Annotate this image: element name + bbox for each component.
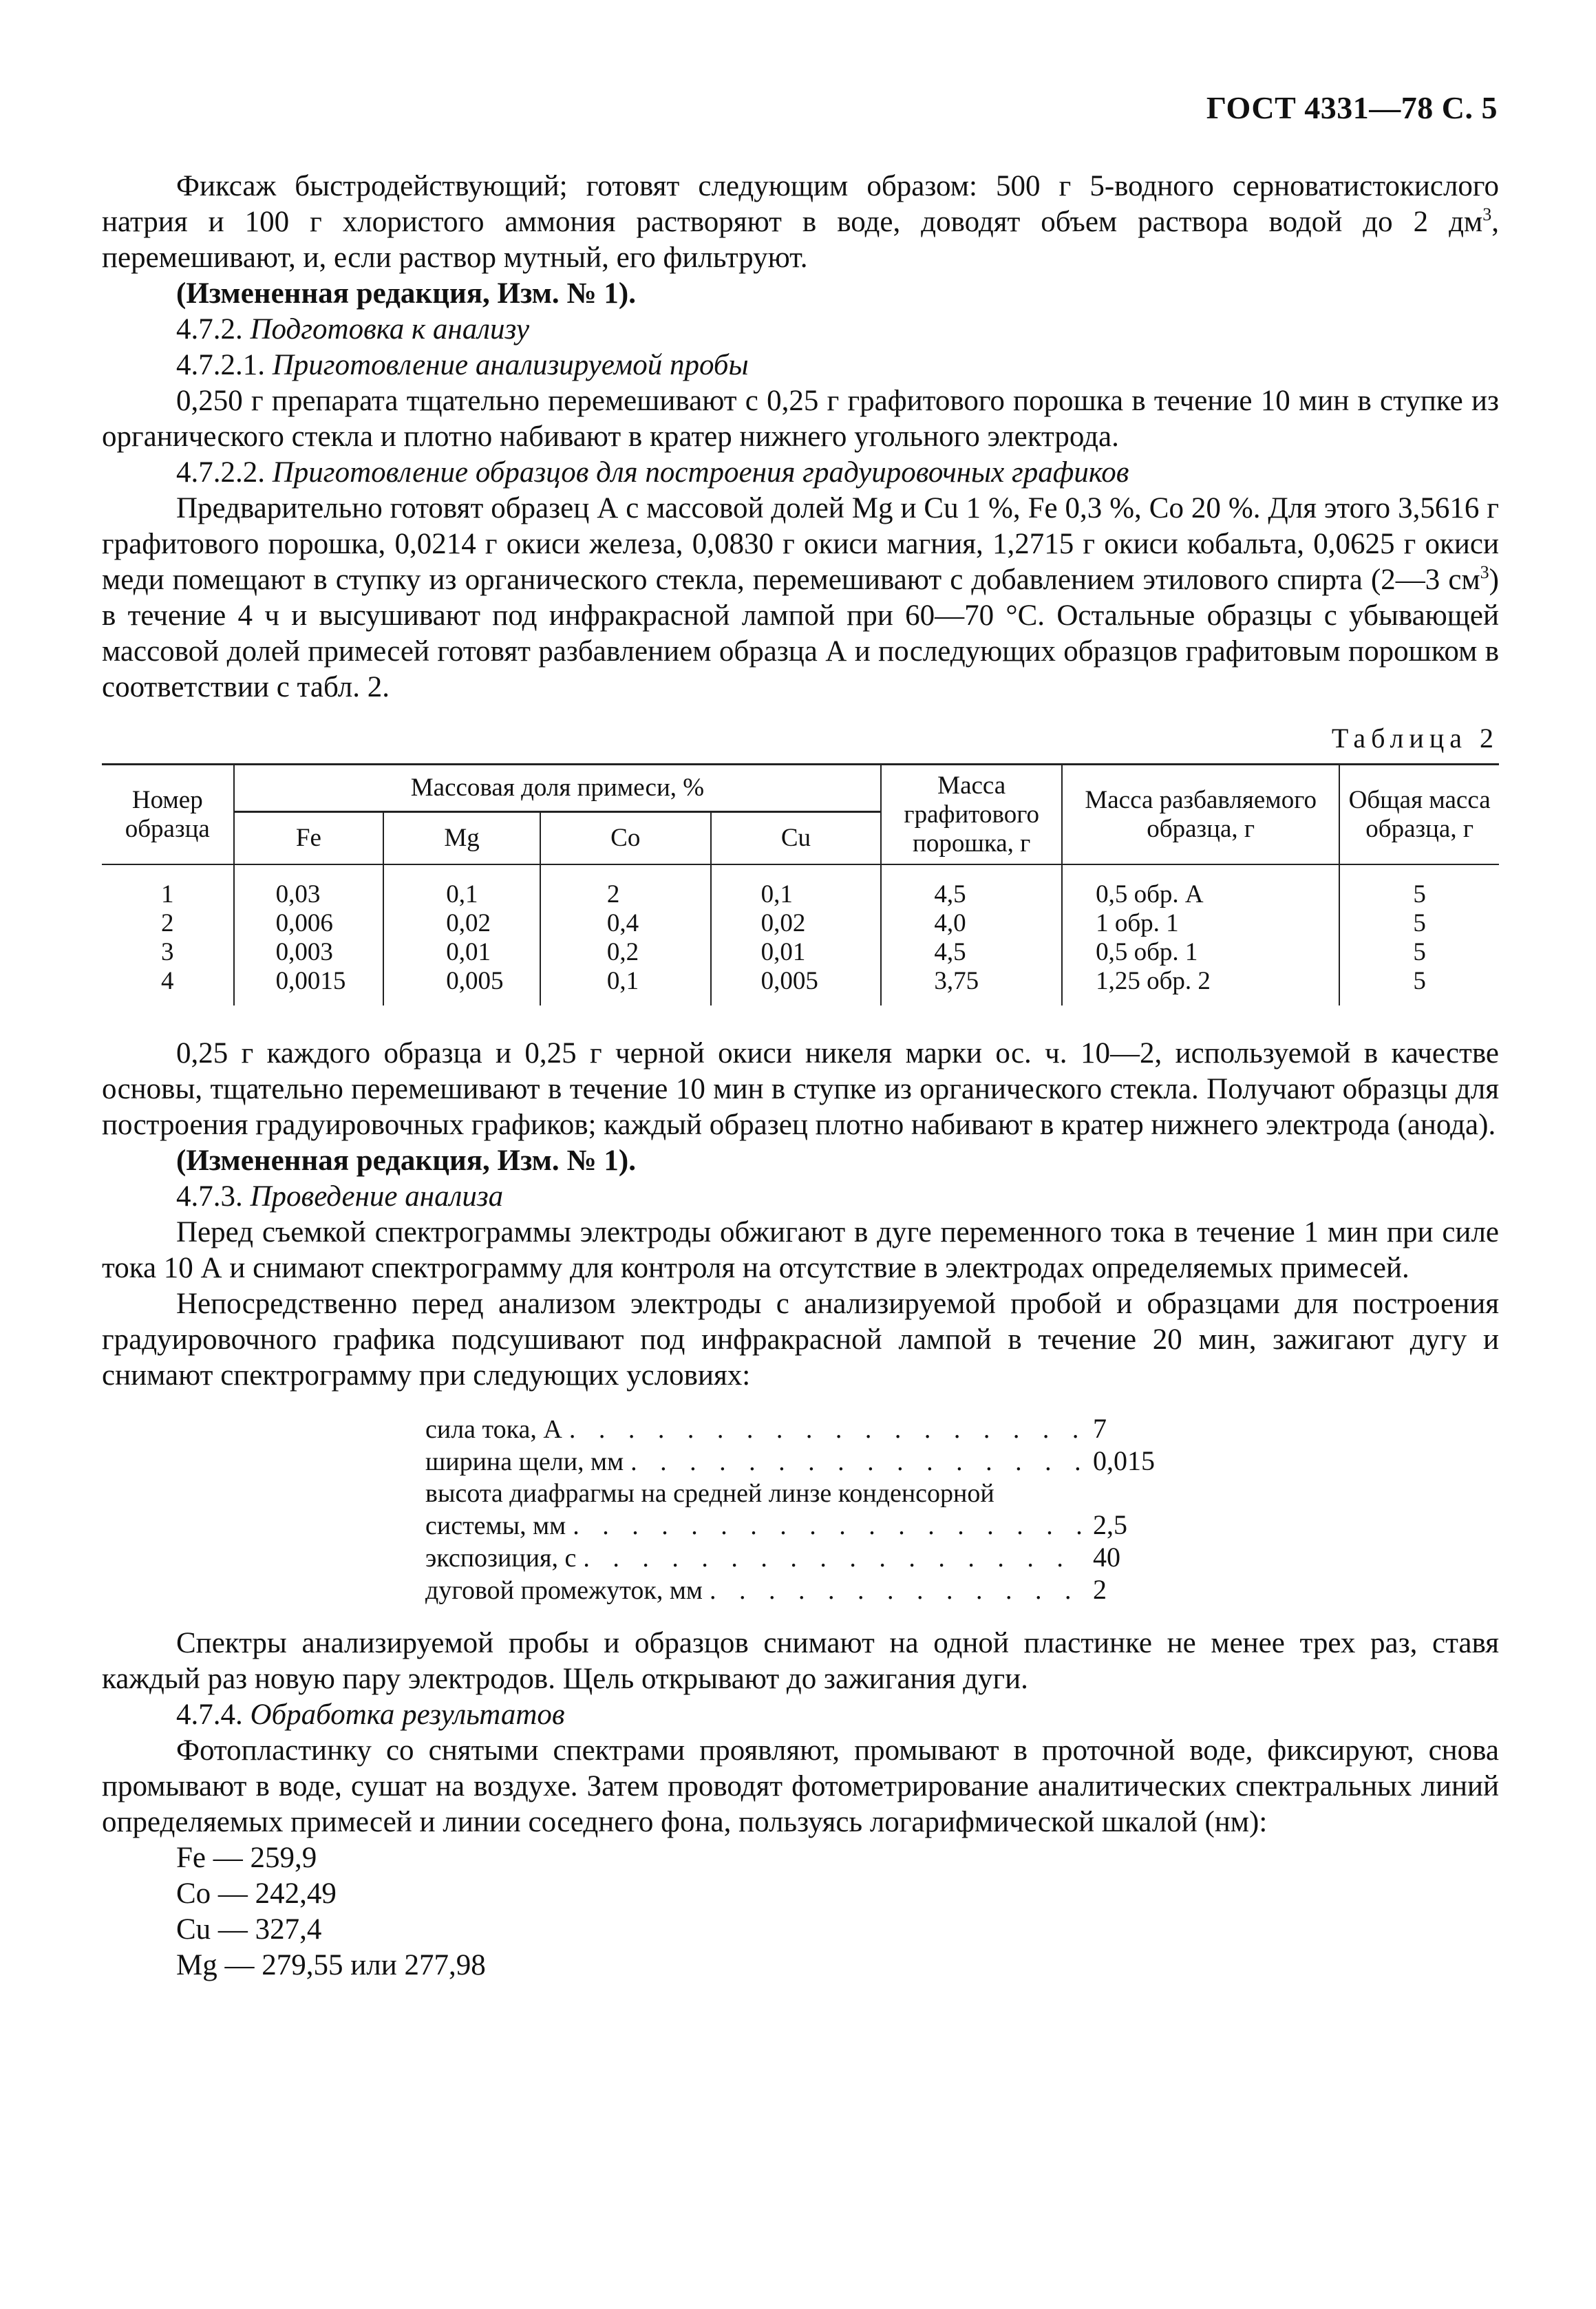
header-sample-number: Номер образца — [102, 765, 234, 865]
condition-diaphragm-height: высота диафрагмы на средней линзе конденсорной — [425, 1479, 994, 1508]
table-cell: 0,003 — [234, 938, 384, 967]
table-cell: 0,4 — [540, 909, 711, 938]
table-cell: 0,01 — [711, 938, 882, 967]
table-cell: 5 — [1339, 864, 1499, 909]
table-row — [102, 967, 1499, 1005]
table-cell: 1 обр. 1 — [1062, 909, 1339, 938]
table-cell: 0,2 — [540, 938, 711, 967]
table-cell: 4,5 — [881, 938, 1062, 967]
table-cell: 3 — [161, 938, 174, 966]
header-mass-share: Массовая доля примеси, % — [234, 765, 882, 812]
table-cell: 0,01 — [383, 938, 540, 967]
table-cell: 0,5 обр. 1 — [1062, 938, 1339, 967]
paragraph-fixer: Фиксаж быстродействующий; готовят следующим образом: 500 г 5-водного серноватистокислого натрия и 100 г хлористого аммония растворяют в воде, доводят объем раствора водой до 2 $дм^3$, перемешивают, и, если раствор мутный, его фильтруют. — [102, 170, 1499, 274]
table-cell: 3,75 — [881, 967, 1062, 1005]
header-diluted-mass: Масса разбавляемого образца, г — [1062, 765, 1339, 865]
table-cell: 4,5 — [881, 864, 1062, 909]
section-4-7-2-1: 4.7.2.1. Приготовление анализируемой пробы — [176, 349, 749, 381]
spectral-line: Mg — 279,55 или 277,98 — [176, 1949, 486, 1981]
amendment-note: (Измененная редакция, Изм. № 1). — [176, 277, 636, 310]
paragraph-mixing: 0,25 г каждого образца и 0,25 г черной окиси никеля марки ос. ч. 10—2, используемой в качестве основы, тщательно перемешивают в течение 10 мин в ступке из органического стекла. Получают образцы для построения градуировочных графиков; каждый образец плотно набивают в кратер нижнего электрода (анода). — [102, 1037, 1499, 1141]
table-cell: 5 — [1339, 909, 1499, 938]
table-cell: 2 — [540, 864, 711, 909]
table-cell: 0,02 — [383, 909, 540, 938]
table-cell: 0,0015 — [234, 967, 384, 1005]
table-cell: 0,005 — [711, 967, 882, 1005]
section-4-7-2-2: 4.7.2.2. Приготовление образцов для построения градуировочных графиков — [176, 456, 1129, 489]
header-graphite-mass: Масса графитового порошка, г — [881, 765, 1062, 865]
table-cell: 0,005 — [383, 967, 540, 1005]
table-cell: 1,25 обр. 2 — [1062, 967, 1339, 1005]
condition-arc-gap: дуговой промежуток, мм . . . 2 — [425, 1574, 1196, 1606]
header-cu: Cu — [711, 812, 882, 865]
table-cell: 4 — [161, 967, 174, 995]
table-cell: 0,5 обр. А — [1062, 864, 1339, 909]
table-caption: Таблица 2 — [1331, 723, 1499, 754]
header-total-mass: Общая масса образца, г — [1339, 765, 1499, 865]
table-cell: 0,1 — [711, 864, 882, 909]
spectral-line: Co — 242,49 — [176, 1877, 337, 1910]
table-cell: 0,02 — [711, 909, 882, 938]
paragraph-standards-prep: Предварительно готовят образец А с массовой долей Mg и Cu 1 %, Fe 0,3 %, Co 20 %. Для этого 3,5616 г графитового порошка, 0,0214 г окиси железа, 0,0830 г окиси магния, 1,2715 г окиси кобальта, 0,0625 г окиси меди помещают в ступку из органического стекла, перемешивают с добавлением этилового спирта (2—3 $см^3$) в течение 4 ч и высушивают под инфракрасной лампой при 60—70 °С. Остальные образцы с убывающей массовой долей примесей готовят разбавлением образца А и последующих образцов графитовым порошком в соответствии с табл. 2. — [102, 492, 1499, 703]
document-body — [102, 169, 1499, 1983]
paragraph-conditions-intro: Непосредственно перед анализом электроды с анализируемой пробой и образцами для построения градуировочного графика подсушивают под инфракрасной лампой в течение 20 мин, зажигают дугу и снимают спектрограмму при следующих условиях: — [102, 1288, 1499, 1392]
paragraph-photometry: Фотопластинку со снятыми спектрами проявляют, промывают в проточной воде, фиксируют, снова промывают в воде, сушат на воздухе. Затем проводят фотометрирование аналитических спектральных линий определяемых примесей и линии соседнего фона, пользуясь логарифмической шкалой (нм): — [102, 1734, 1499, 1838]
paragraph-spectra: Спектры анализируемой пробы и образцов снимают на одной пластинке не менее трех раз, ставя каждый раз новую пару электродов. Щель открывают до зажигания дуги. — [102, 1627, 1499, 1695]
header-mg: Mg — [383, 812, 540, 865]
table-cell: 0,006 — [234, 909, 384, 938]
header-co: Co — [540, 812, 711, 865]
table-cell: 5 — [1339, 938, 1499, 967]
condition-current: сила тока, А . . . 7 — [425, 1413, 1196, 1445]
table-cell: 1 — [161, 880, 174, 908]
header-fe: Fe — [234, 812, 384, 865]
page-header: ГОСТ 4331—78 С. 5 — [1206, 90, 1498, 125]
paragraph-sample-prep: 0,250 г препарата тщательно перемешивают с 0,25 г графитового порошка в течение 10 мин в ступке из органического стекла и плотно набивают в кратер нижнего угольного электрода. — [102, 385, 1499, 453]
table-cell: 0,03 — [234, 864, 384, 909]
condition-exposure: экспозиция, с . . . 40 — [425, 1542, 1196, 1574]
table-row — [102, 938, 1499, 967]
table-cell: 0,1 — [540, 967, 711, 1005]
table-cell: 4,0 — [881, 909, 1062, 938]
table-cell: 0,1 — [383, 864, 540, 909]
spectrogram-conditions — [425, 1413, 1196, 1606]
spectral-line: Cu — 327,4 — [176, 1913, 322, 1946]
section-4-7-4: 4.7.4. Обработка результатов — [176, 1699, 565, 1731]
section-4-7-2: 4.7.2. Подготовка к анализу — [176, 313, 530, 345]
table-2 — [102, 763, 1499, 1005]
amendment-note: (Измененная редакция, Изм. № 1). — [176, 1145, 636, 1177]
condition-slit-width: ширина щели, мм . . . 0,015 — [425, 1445, 1196, 1478]
section-4-7-3: 4.7.3. Проведение анализа — [176, 1180, 504, 1213]
spectral-line: Fe — 259,9 — [176, 1842, 317, 1874]
table-cell: 5 — [1339, 967, 1499, 1005]
table-row — [102, 864, 1499, 909]
paragraph-electrode-burn: Перед съемкой спектрограммы электроды обжигают в дуге переменного тока в течение 1 мин при силе тока 10 А и снимают спектрограмму для контроля на отсутствие в электродах определяемых примесей. — [102, 1216, 1499, 1284]
spectral-lines-list — [102, 1840, 1499, 1983]
table-cell: 2 — [161, 909, 174, 937]
condition-diaphragm-height: системы, мм . . . 2,5 — [425, 1509, 1196, 1542]
table-row — [102, 909, 1499, 938]
